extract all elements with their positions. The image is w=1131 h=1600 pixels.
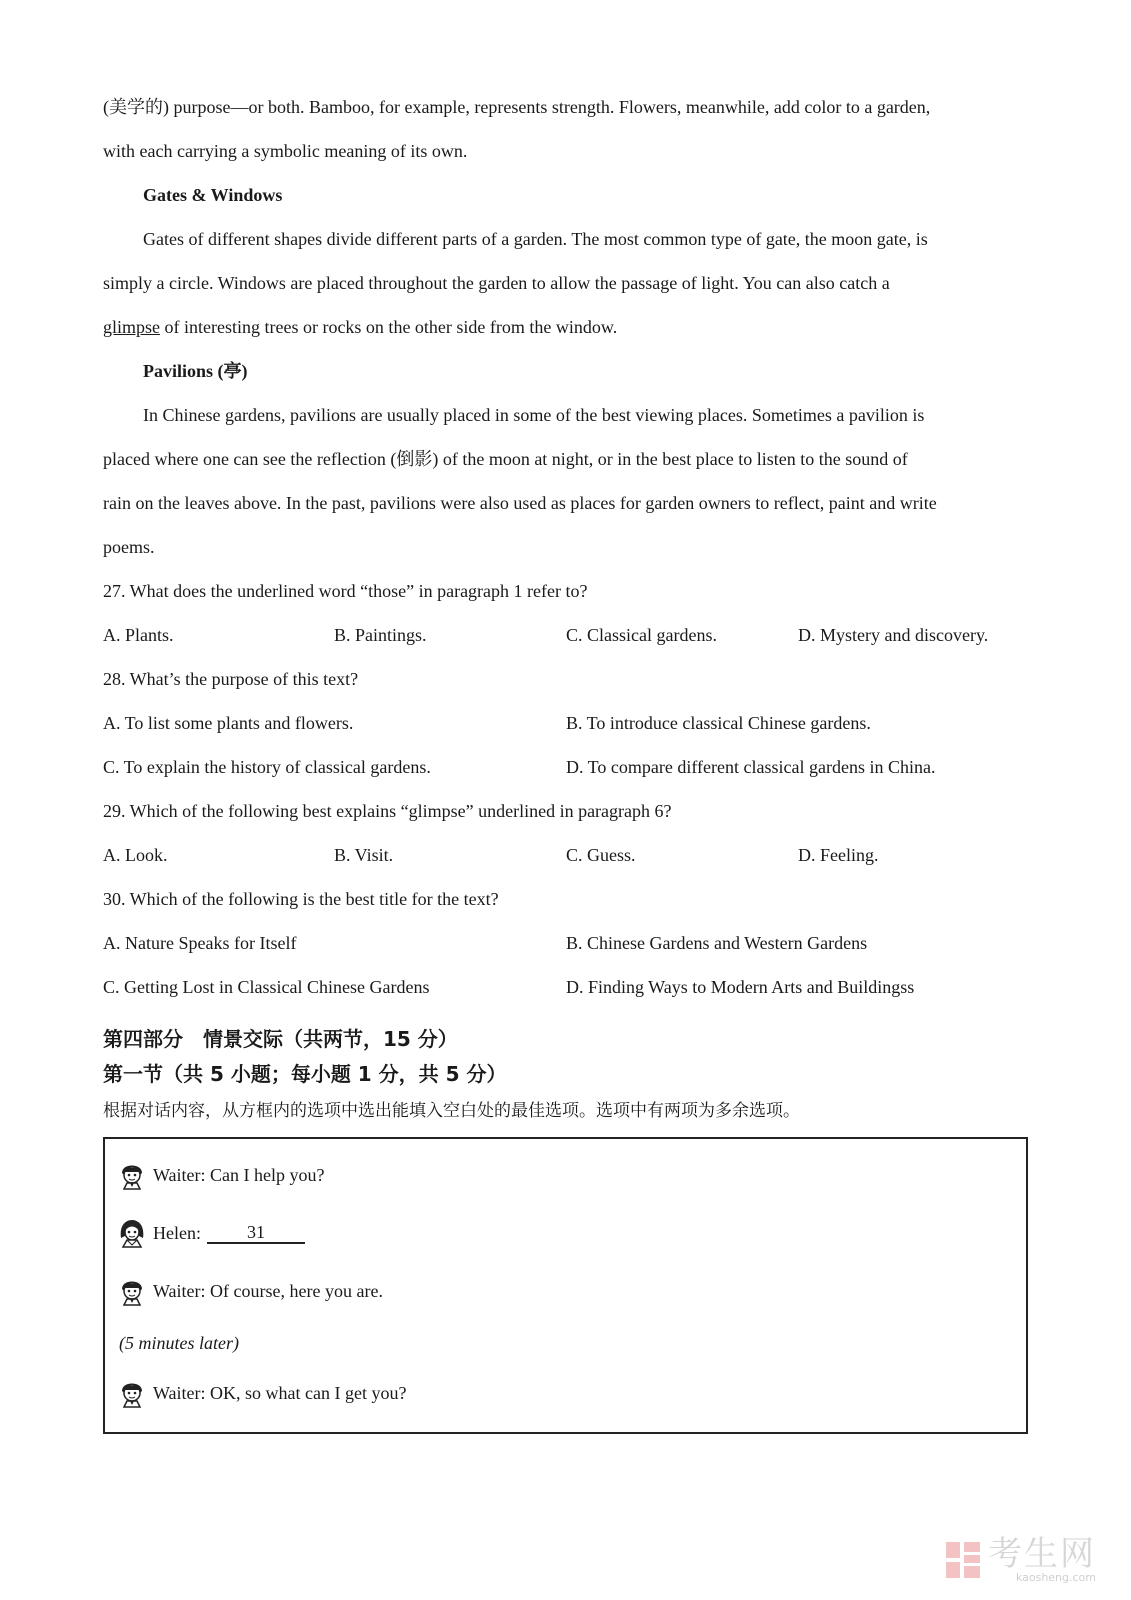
helen-avatar-icon bbox=[119, 1218, 145, 1248]
section-subtitle: 第一节（共 5 小题；每小题 1 分，共 5 分） bbox=[103, 1062, 507, 1086]
dialogue-text: Waiter: Can I help you? bbox=[153, 1165, 325, 1185]
dialogue-line-waiter bbox=[119, 1378, 406, 1408]
passage-line: (美学的) purpose—or both. Bamboo, for example, represents strength. Flowers, meanwhile, add color to a garden, bbox=[103, 97, 931, 117]
section-title: 第四部分 情景交际（共两节，15 分） bbox=[103, 1027, 458, 1051]
watermark-cn: 考生网 bbox=[988, 1534, 1096, 1574]
question-28: 28. What’s the purpose of this text? bbox=[103, 669, 359, 689]
waiter-avatar-icon bbox=[119, 1276, 145, 1306]
q27-option-c: C. Classical gardens. bbox=[566, 625, 717, 645]
q29-option-c: C. Guess. bbox=[566, 845, 636, 865]
kaosheng-logo-icon bbox=[944, 1540, 982, 1580]
q27-option-b: B. Paintings. bbox=[334, 625, 427, 645]
question-27: 27. What does the underlined word “those” in paragraph 1 refer to? bbox=[103, 581, 588, 601]
section-instruction: 根据对话内容，从方框内的选项中选出能填入空白处的最佳选项。选项中有两项为多余选项。 bbox=[103, 1101, 800, 1121]
dialogue-line-waiter bbox=[119, 1160, 325, 1190]
waiter-avatar-icon bbox=[119, 1160, 145, 1190]
passage-line: placed where one can see the reflection (倒影) of the moon at night, or in the best place to listen to the sound of bbox=[103, 449, 908, 469]
q30-option-d: D. Finding Ways to Modern Arts and Buildingss bbox=[566, 977, 915, 997]
watermark-en: kaosheng.com bbox=[1015, 1571, 1096, 1584]
q28-option-d: D. To compare different classical gardens in China. bbox=[566, 757, 936, 777]
stage-direction: (5 minutes later) bbox=[119, 1333, 239, 1353]
dialogue-line-helen bbox=[119, 1218, 305, 1248]
q27-option-d: D. Mystery and discovery. bbox=[798, 625, 989, 645]
heading-gates-windows: Gates & Windows bbox=[143, 185, 283, 205]
underlined-word-glimpse: glimpse bbox=[103, 317, 160, 337]
q30-option-c: C. Getting Lost in Classical Chinese Gardens bbox=[103, 977, 430, 997]
passage-line: Gates of different shapes divide different parts of a garden. The most common type of gate, the moon gate, is bbox=[143, 229, 928, 249]
passage-line: poems. bbox=[103, 537, 155, 557]
passage-line-text: of interesting trees or rocks on the other side from the window. bbox=[160, 317, 618, 337]
passage-line bbox=[103, 316, 617, 338]
passage-line: with each carrying a symbolic meaning of its own. bbox=[103, 141, 468, 161]
q28-option-b: B. To introduce classical Chinese gardens. bbox=[566, 713, 871, 733]
answer-blank-31[interactable]: 31 bbox=[207, 1222, 305, 1244]
q29-option-a: A. Look. bbox=[103, 845, 168, 865]
q27-option-a: A. Plants. bbox=[103, 625, 174, 645]
dialogue-box bbox=[103, 1137, 1028, 1434]
passage-line: rain on the leaves above. In the past, pavilions were also used as places for garden owners to reflect, paint and write bbox=[103, 493, 937, 513]
heading-pavilions: Pavilions (亭) bbox=[143, 361, 248, 381]
question-30: 30. Which of the following is the best title for the text? bbox=[103, 889, 499, 909]
question-29: 29. Which of the following best explains “glimpse” underlined in paragraph 6? bbox=[103, 801, 672, 821]
speaker-label: Helen: bbox=[153, 1223, 201, 1243]
q28-option-a: A. To list some plants and flowers. bbox=[103, 713, 354, 733]
q28-option-c: C. To explain the history of classical gardens. bbox=[103, 757, 431, 777]
passage-line: In Chinese gardens, pavilions are usually placed in some of the best viewing places. Sometimes a pavilion is bbox=[143, 405, 925, 425]
q30-option-b: B. Chinese Gardens and Western Gardens bbox=[566, 933, 868, 953]
q29-option-b: B. Visit. bbox=[334, 845, 394, 865]
q29-option-d: D. Feeling. bbox=[798, 845, 879, 865]
watermark bbox=[944, 1536, 1096, 1584]
dialogue-line-waiter bbox=[119, 1276, 383, 1306]
dialogue-text: Waiter: Of course, here you are. bbox=[153, 1281, 383, 1301]
q30-option-a: A. Nature Speaks for Itself bbox=[103, 933, 297, 953]
passage-line: simply a circle. Windows are placed throughout the garden to allow the passage of light. You can also catch a bbox=[103, 273, 890, 293]
waiter-avatar-icon bbox=[119, 1378, 145, 1408]
dialogue-text: Waiter: OK, so what can I get you? bbox=[153, 1383, 407, 1403]
